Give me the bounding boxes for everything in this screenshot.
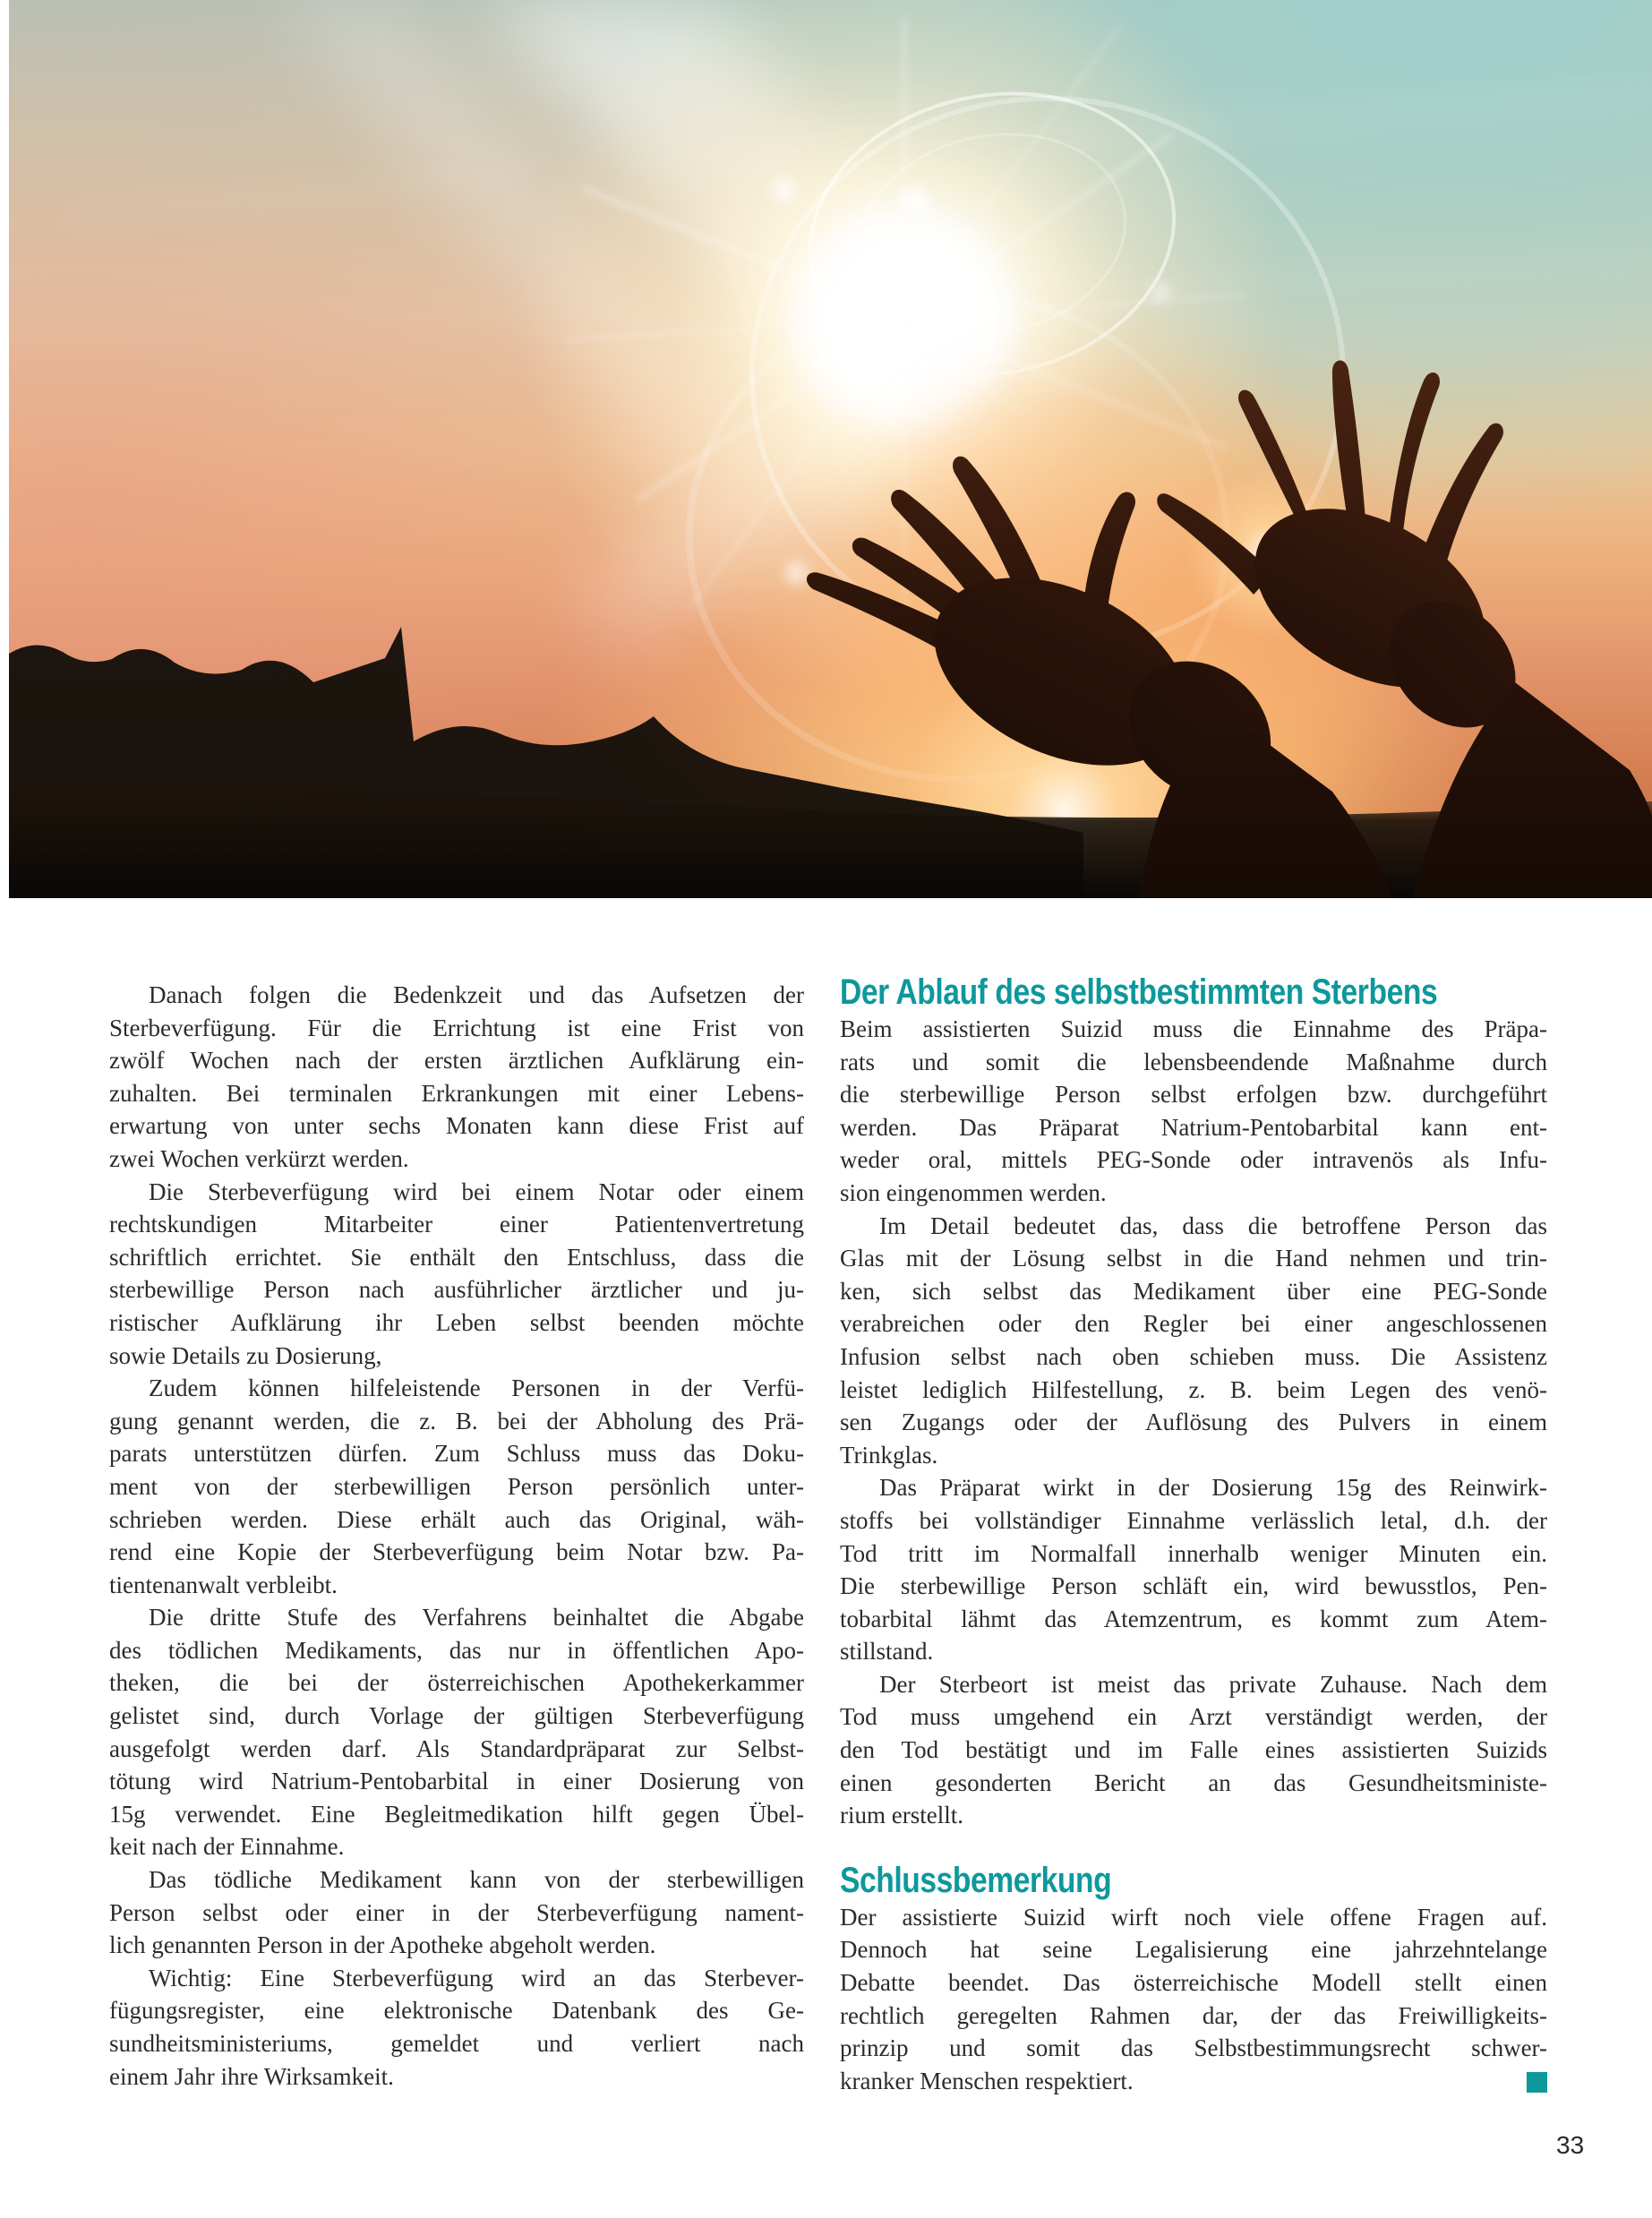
section-heading: Schlussbemerkung — [840, 1860, 1112, 1900]
body-line: Person selbst oder einer in der Sterbeverfügung nament- — [109, 1898, 804, 1926]
body-line: weder oral, mittels PEG-Sonde oder intravenös als Infu- — [840, 1146, 1547, 1174]
body-line: tientenanwalt verbleibt. — [109, 1571, 338, 1598]
body-line: Tod tritt im Normalfall innerhalb weniger Minuten ein. — [840, 1539, 1547, 1567]
body-line: 15g verwendet. Eine Begleitmedikation hilft gegen Übel- — [109, 1800, 804, 1828]
article-column-right — [840, 972, 1547, 2097]
page-number: 33 — [1556, 2131, 1585, 2159]
body-line: des tödlichen Medikaments, das nur in öffentlichen Apo- — [109, 1636, 804, 1664]
body-line-text: kranker Menschen respektiert. — [840, 2067, 1134, 2094]
body-line: ken, sich selbst das Medikament über eine PEG-Sonde — [840, 1277, 1547, 1305]
paragraph — [840, 1210, 1547, 1472]
body-line: gung genannt werden, die z. B. bei der Abholung des Prä- — [109, 1407, 804, 1434]
paragraph — [840, 1668, 1547, 1832]
body-line: Das Präparat wirkt in der Dosierung 15g des Reinwirk- — [879, 1474, 1547, 1502]
body-line: Der Sterbeort ist meist das private Zuhause. Nach dem — [879, 1670, 1547, 1698]
body-line: sion eingenommen werden. — [840, 1178, 1107, 1206]
body-line: Trinkglas. — [840, 1441, 938, 1469]
paragraph — [840, 1901, 1547, 2098]
body-line: Zudem können hilfeleistende Personen in der Verfü- — [149, 1374, 804, 1402]
body-line: gelistet sind, durch Vorlage der gültigen Sterbeverfügung — [109, 1702, 804, 1730]
paragraph — [109, 979, 804, 1176]
hands-reaching-to-sunset-photo — [9, 0, 1652, 898]
body-line: den Tod bestätigt und im Falle eines assistierten Suizids — [840, 1736, 1547, 1764]
body-line: Sterbeverfügung. Für die Errichtung ist eine Frist von — [109, 1014, 804, 1041]
body-line: prinzip und somit das Selbstbestimmungsrecht schwer- — [840, 2034, 1547, 2062]
article-end-marker-icon — [1527, 2072, 1547, 2093]
body-line: Das tödliche Medikament kann von der sterbewilligen — [149, 1866, 804, 1894]
article-column-left — [109, 979, 804, 2093]
body-line: Die sterbewillige Person schläft ein, wird bewusstlos, Pen- — [840, 1572, 1547, 1600]
body-line: ment von der sterbewilligen Person persönlich unter- — [109, 1472, 804, 1500]
body-line: stillstand. — [840, 1638, 934, 1666]
body-line: sundheitsministeriums, gemeldet und verliert nach — [109, 2030, 804, 2057]
body-line: parats unterstützen dürfen. Zum Schluss muss das Doku- — [109, 1440, 804, 1468]
body-line: leistet lediglich Hilfestellung, z. B. beim Legen des venö- — [840, 1375, 1547, 1403]
body-line: Wichtig: Eine Sterbeverfügung wird an das Sterbever- — [149, 1964, 804, 1991]
body-line: theken, die bei der österreichischen Apothekerkammer — [109, 1669, 804, 1697]
body-line: rium erstellt. — [840, 1802, 963, 1829]
body-line: erwartung von unter sechs Monaten kann diese Frist auf — [109, 1112, 804, 1140]
paragraph — [840, 1471, 1547, 1668]
body-line: sowie Details zu Dosierung, — [109, 1341, 382, 1369]
section-heading: Der Ablauf des selbstbestimmten Sterbens — [840, 972, 1438, 1012]
body-line: sen Zugangs oder der Auflösung des Pulvers in einem — [840, 1409, 1547, 1436]
body-line: keit nach der Einnahme. — [109, 1833, 345, 1861]
paragraph — [109, 1962, 804, 2093]
body-line: tobarbital lähmt das Atemzentrum, es kommt zum Atem- — [840, 1605, 1547, 1632]
body-line: schriftlich errichtet. Sie enthält den Entschluss, dass die — [109, 1243, 804, 1271]
paragraph — [109, 1863, 804, 1962]
body-line: verabreichen oder den Regler bei einer angeschlossenen — [840, 1310, 1547, 1338]
body-line: sterbewillige Person nach ausführlicher ärztlicher und ju- — [109, 1276, 804, 1304]
body-line: Der assistierte Suizid wirft noch viele offene Fragen auf. — [840, 1903, 1547, 1931]
body-line: tötung wird Natrium-Pentobarbital in einer Dosierung von — [109, 1768, 804, 1795]
body-line: Die Sterbeverfügung wird bei einem Notar oder einem — [149, 1178, 804, 1205]
paragraph — [109, 1372, 804, 1601]
body-line: ausgefolgt werden darf. Als Standardpräparat zur Selbst- — [109, 1734, 804, 1762]
body-line: Debatte beendet. Das österreichische Modell stellt einen — [840, 1969, 1547, 1997]
body-line: die sterbewillige Person selbst erfolgen bzw. durchgeführt — [840, 1081, 1547, 1109]
body-line: zwölf Wochen nach der ersten ärztlichen Aufklärung ein- — [109, 1047, 804, 1075]
body-line: zwei Wochen verkürzt werden. — [109, 1144, 409, 1172]
paragraph — [840, 1013, 1547, 1210]
body-line: Infusion selbst nach oben schieben muss. Die Assistenz — [840, 1342, 1547, 1370]
body-line: lich genannten Person in der Apotheke abgeholt werden. — [109, 1931, 656, 1959]
body-line: rend eine Kopie der Sterbeverfügung beim Notar bzw. Pa- — [109, 1538, 804, 1566]
body-line: rechtlich geregelten Rahmen dar, der das Freiwilligkeits- — [840, 2001, 1547, 2029]
body-line: stoffs bei vollständiger Einnahme verlässlich letal, d.h. der — [840, 1506, 1547, 1534]
body-line: Tod muss umgehend ein Arzt verständigt werden, der — [840, 1703, 1547, 1731]
body-line: Im Detail bedeutet das, dass die betroffene Person das — [879, 1212, 1547, 1239]
body-line: werden. Das Präparat Natrium-Pentobarbital kann ent- — [840, 1113, 1547, 1141]
paragraph — [109, 1601, 804, 1863]
body-line: Dennoch hat seine Legalisierung eine jahrzehntelange — [840, 1936, 1547, 1964]
body-line: Die dritte Stufe des Verfahrens beinhaltet die Abgabe — [149, 1604, 804, 1631]
body-line — [840, 2065, 1547, 2098]
body-line: ristischer Aufklärung ihr Leben selbst beenden möchte — [109, 1308, 804, 1336]
body-line: fügungsregister, eine elektronische Datenbank des Ge- — [109, 1997, 804, 2025]
body-line: rats und somit die lebensbeendende Maßnahme durch — [840, 1048, 1547, 1075]
body-line: zuhalten. Bei terminalen Erkrankungen mit einer Lebens- — [109, 1079, 804, 1107]
body-line: Glas mit der Lösung selbst in die Hand nehmen und trin- — [840, 1245, 1547, 1272]
body-line: Beim assistierten Suizid muss die Einnahme des Präpa- — [840, 1015, 1547, 1042]
body-line: einem Jahr ihre Wirksamkeit. — [109, 2062, 394, 2090]
body-line: rechtskundigen Mitarbeiter einer Patientenvertretung — [109, 1211, 804, 1238]
paragraph — [109, 1176, 804, 1373]
body-line: Danach folgen die Bedenkzeit und das Aufsetzen der — [149, 981, 804, 1008]
body-line: einen gesonderten Bericht an das Gesundheitsministe- — [840, 1768, 1547, 1796]
body-line: schrieben werden. Diese erhält auch das Original, wäh- — [109, 1505, 804, 1533]
